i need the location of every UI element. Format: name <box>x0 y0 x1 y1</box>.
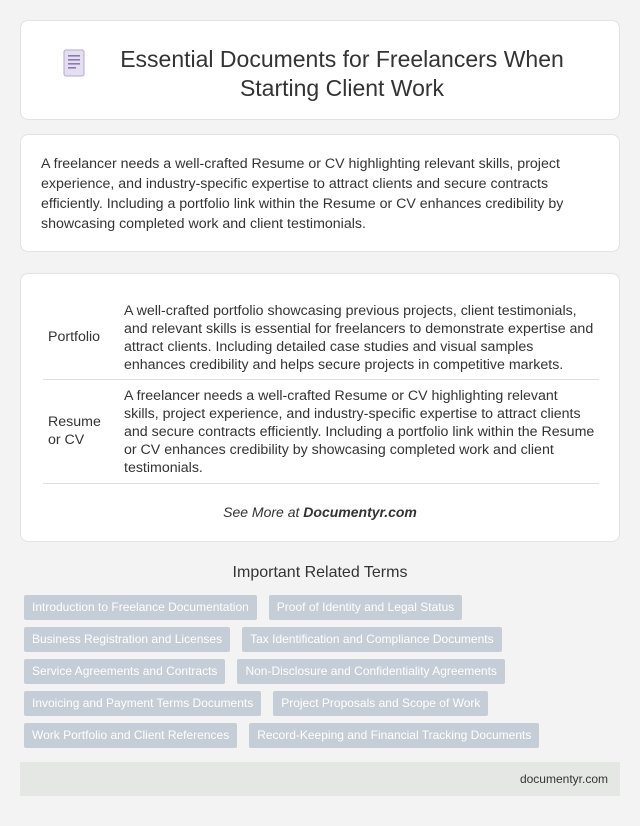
related-term-tag[interactable]: Work Portfolio and Client References <box>24 723 237 748</box>
related-term-tag[interactable]: Invoicing and Payment Terms Documents <box>24 691 261 716</box>
document-description: A well-crafted portfolio showcasing previous projects, client testimonials, and relevant skills is essential for freelancers to demonstrate expertise and attract clients. Including detailed case studies and visual samples enhances credibility and helps secure projects in competitive markets. <box>124 302 594 373</box>
table-row <box>43 379 599 483</box>
page-title: Essential Documents for Freelancers When Starting Client Work <box>120 46 564 101</box>
related-terms-list <box>20 595 620 755</box>
related-term-tag[interactable]: Service Agreements and Contracts <box>24 659 225 684</box>
document-icon <box>63 49 85 77</box>
intro-card <box>20 134 620 252</box>
table-row <box>43 296 599 379</box>
documents-card <box>20 273 620 542</box>
see-more-link[interactable] <box>21 504 619 520</box>
related-term-tag[interactable]: Proof of Identity and Legal Status <box>269 595 462 620</box>
related-term-tag[interactable]: Project Proposals and Scope of Work <box>273 691 488 716</box>
title-card <box>20 20 620 120</box>
document-name: Resume or CV <box>48 414 101 448</box>
related-term-tag[interactable]: Introduction to Freelance Documentation <box>24 595 257 620</box>
related-term-tag[interactable]: Non-Disclosure and Confidentiality Agreements <box>237 659 504 684</box>
see-more-prefix: See More at <box>223 504 300 520</box>
document-description: A freelancer needs a well-crafted Resume or CV highlighting relevant skills, project experience, and industry-specific expertise to attract clients and secure contracts efficiently. Including a portfolio link within the Resume or CV enhances credibility by showcasing completed work and client testimonials. <box>124 387 595 476</box>
intro-text: A freelancer needs a well-crafted Resume or CV highlighting relevant skills, project experience, and industry-specific expertise to attract clients and secure contracts efficiently. Including a portfolio link within the Resume or CV enhances credibility by showcasing completed work and client testimonials. <box>41 156 564 232</box>
see-more-site[interactable]: Documentyr.com <box>303 504 417 520</box>
footer-site-link[interactable]: documentyr.com <box>519 772 608 786</box>
related-term-tag[interactable]: Record-Keeping and Financial Tracking Documents <box>249 723 539 748</box>
related-terms-heading: Important Related Terms <box>232 564 408 581</box>
related-term-tag[interactable]: Business Registration and Licenses <box>24 627 230 652</box>
footer <box>20 762 620 796</box>
documents-table <box>43 296 599 484</box>
related-term-tag[interactable]: Tax Identification and Compliance Documents <box>242 627 501 652</box>
title-wrap <box>21 45 619 103</box>
document-name: Portfolio <box>48 329 101 346</box>
